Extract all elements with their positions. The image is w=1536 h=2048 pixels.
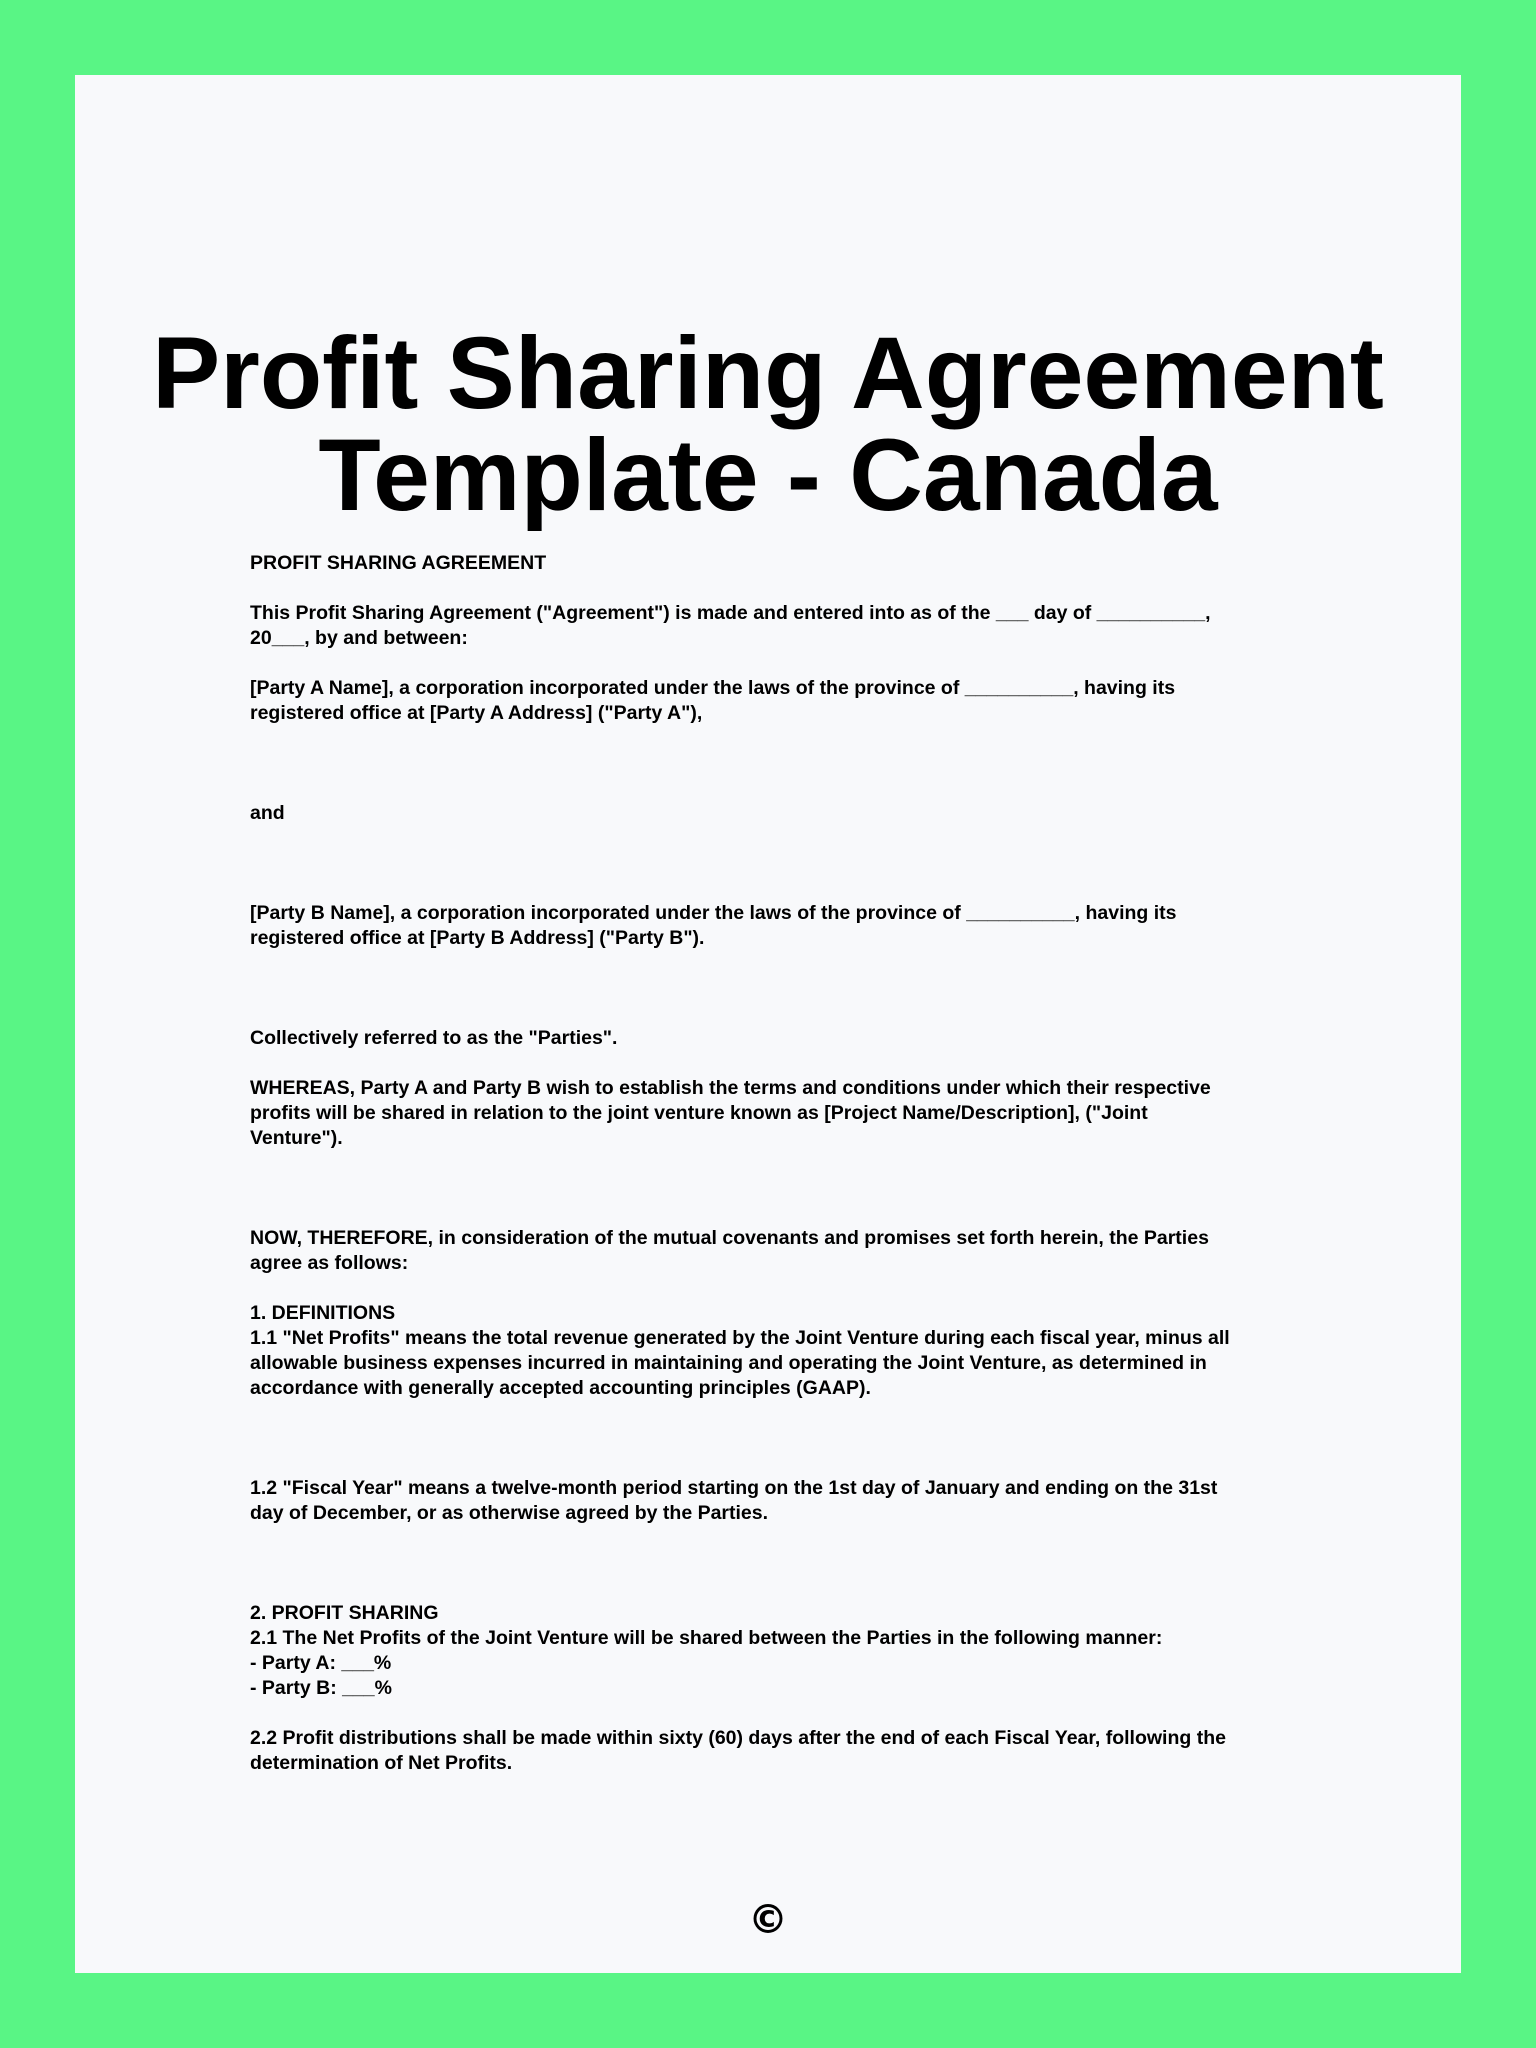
document-title-line-2: Template - Canada: [318, 418, 1218, 532]
definitions-heading: 1. DEFINITIONS: [250, 1302, 396, 1324]
copyright-icon: ©: [748, 1897, 788, 1943]
document-title: [75, 316, 1461, 532]
agreement-heading: PROFIT SHARING AGREEMENT: [250, 552, 547, 574]
party-b-share: - Party B: ___%: [250, 1677, 392, 1699]
collectively-paragraph: Collectively referred to as the "Parties".: [250, 1027, 618, 1049]
definition-1-1: 1.1 "Net Profits" means the total revenue generated by the Joint Venture during each fiscal year, minus all allowable business expenses incurred in maintaining and operating the Joint Venture, as determined in accordance with generally accepted accounting principles (GAAP).: [250, 1327, 1230, 1399]
document-title-line-1: Profit Sharing Agreement: [152, 316, 1384, 430]
document-page: [75, 75, 1461, 1973]
agreement-body: [250, 551, 1350, 1776]
now-therefore-paragraph: NOW, THEREFORE, in consideration of the mutual covenants and promises set forth herein, the Parties agree as follows:: [250, 1227, 1209, 1274]
party-b-paragraph: [Party B Name], a corporation incorporated under the laws of the province of __________, having its registered office at [Party B Address] ("Party B").: [250, 902, 1177, 949]
clause-2-2: 2.2 Profit distributions shall be made within sixty (60) days after the end of each Fiscal Year, following the determination of Net Profits.: [250, 1727, 1226, 1774]
party-a-paragraph: [Party A Name], a corporation incorporated under the laws of the province of __________, having its registered office at [Party A Address] ("Party A"),: [250, 677, 1176, 724]
definition-1-2: 1.2 "Fiscal Year" means a twelve-month period starting on the 1st day of January and ending on the 31st day of December, or as otherwise agreed by the Parties.: [250, 1477, 1218, 1524]
profit-sharing-heading: 2. PROFIT SHARING: [250, 1602, 439, 1624]
whereas-paragraph: WHEREAS, Party A and Party B wish to establish the terms and conditions under which their respective profits will be shared in relation to the joint venture known as [Project Name/Description], ("Joint Venture").: [250, 1077, 1211, 1149]
party-a-share: - Party A: ___%: [250, 1652, 392, 1674]
clause-2-1: 2.1 The Net Profits of the Joint Venture will be shared between the Parties in the following manner:: [250, 1627, 1163, 1649]
and-line: and: [250, 802, 285, 824]
intro-paragraph: This Profit Sharing Agreement ("Agreement") is made and entered into as of the ___ day of __________, 20___, by and between:: [250, 602, 1211, 649]
